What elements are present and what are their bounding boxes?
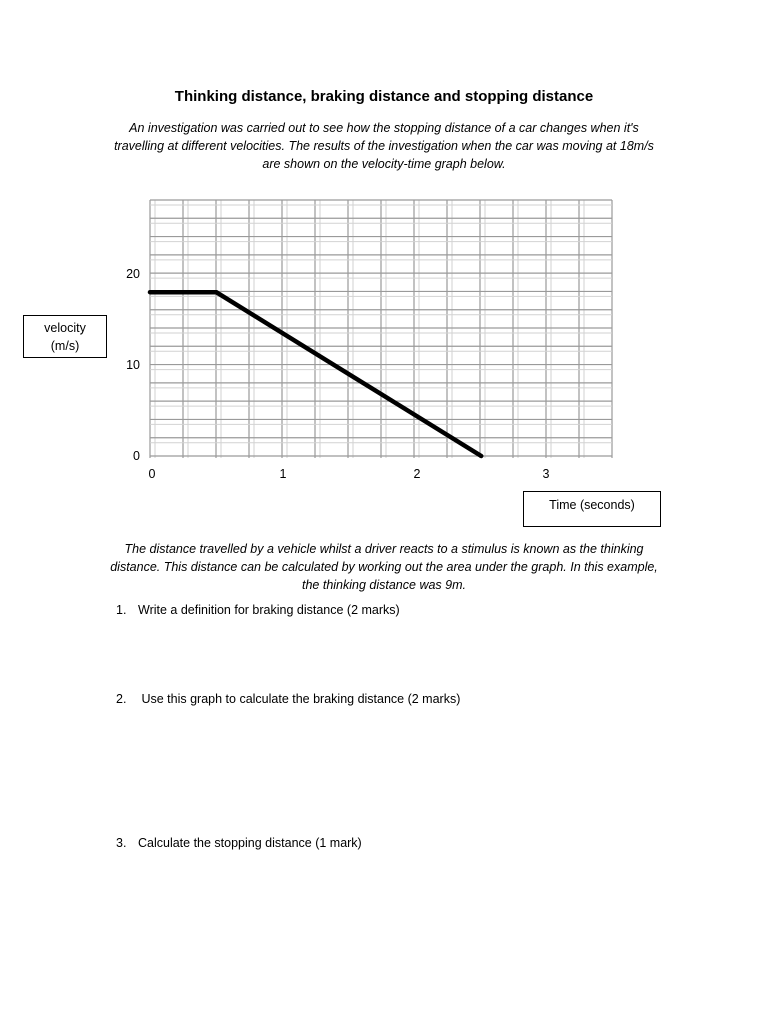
intro-line-3: are shown on the velocity-time graph below.: [262, 157, 506, 171]
series-segment-2: [216, 292, 481, 456]
question-1-text: Write a definition for braking distance (2 marks): [138, 603, 400, 617]
para2-line-2: distance. This distance can be calculated by working out the area under the graph. In this example,: [110, 560, 658, 574]
page-title: Thinking distance, braking distance and stopping distance: [174, 88, 594, 105]
chart-series: [150, 292, 481, 456]
y-tick-labels: [126, 267, 140, 463]
question-2: [116, 692, 460, 706]
chart-grid: [150, 200, 612, 458]
x-axis-label-box: [523, 491, 661, 527]
x-tick-label-2: 2: [413, 467, 421, 481]
question-3: [116, 836, 362, 850]
x-axis-label: Time (seconds): [549, 498, 635, 512]
question-2-text: Use this graph to calculate the braking distance (2 marks): [138, 692, 461, 706]
question-1: [116, 603, 400, 617]
x-tick-label-0: 0: [148, 467, 156, 481]
x-tick-label-1: 1: [279, 467, 287, 481]
question-3-text: Calculate the stopping distance (1 mark): [138, 836, 362, 850]
para2-line-3: the thinking distance was 9m.: [302, 578, 466, 592]
intro-line-1: An investigation was carried out to see how the stopping distance of a car changes when it's: [129, 121, 639, 135]
question-2-number: 2.: [116, 692, 127, 706]
x-tick-label-3: 3: [542, 467, 550, 481]
thinking-distance-paragraph: [95, 540, 673, 594]
x-tick-labels: [149, 467, 550, 481]
y-tick-label-20: 20: [126, 267, 140, 281]
para2-line-1: The distance travelled by a vehicle whilst a driver reacts to a stimulus is known as the thinking: [124, 542, 644, 556]
y-axis-label-line-1: velocity: [44, 321, 86, 335]
intro-line-2: travelling at different velocities. The results of the investigation when the car was moving at 18m/s: [114, 139, 654, 153]
y-tick-label-10: 10: [126, 358, 140, 372]
question-3-number: 3.: [116, 836, 127, 850]
question-1-number: 1.: [116, 603, 127, 617]
y-tick-label-0: 0: [133, 449, 140, 463]
y-axis-label-line-2: (m/s): [50, 339, 80, 353]
